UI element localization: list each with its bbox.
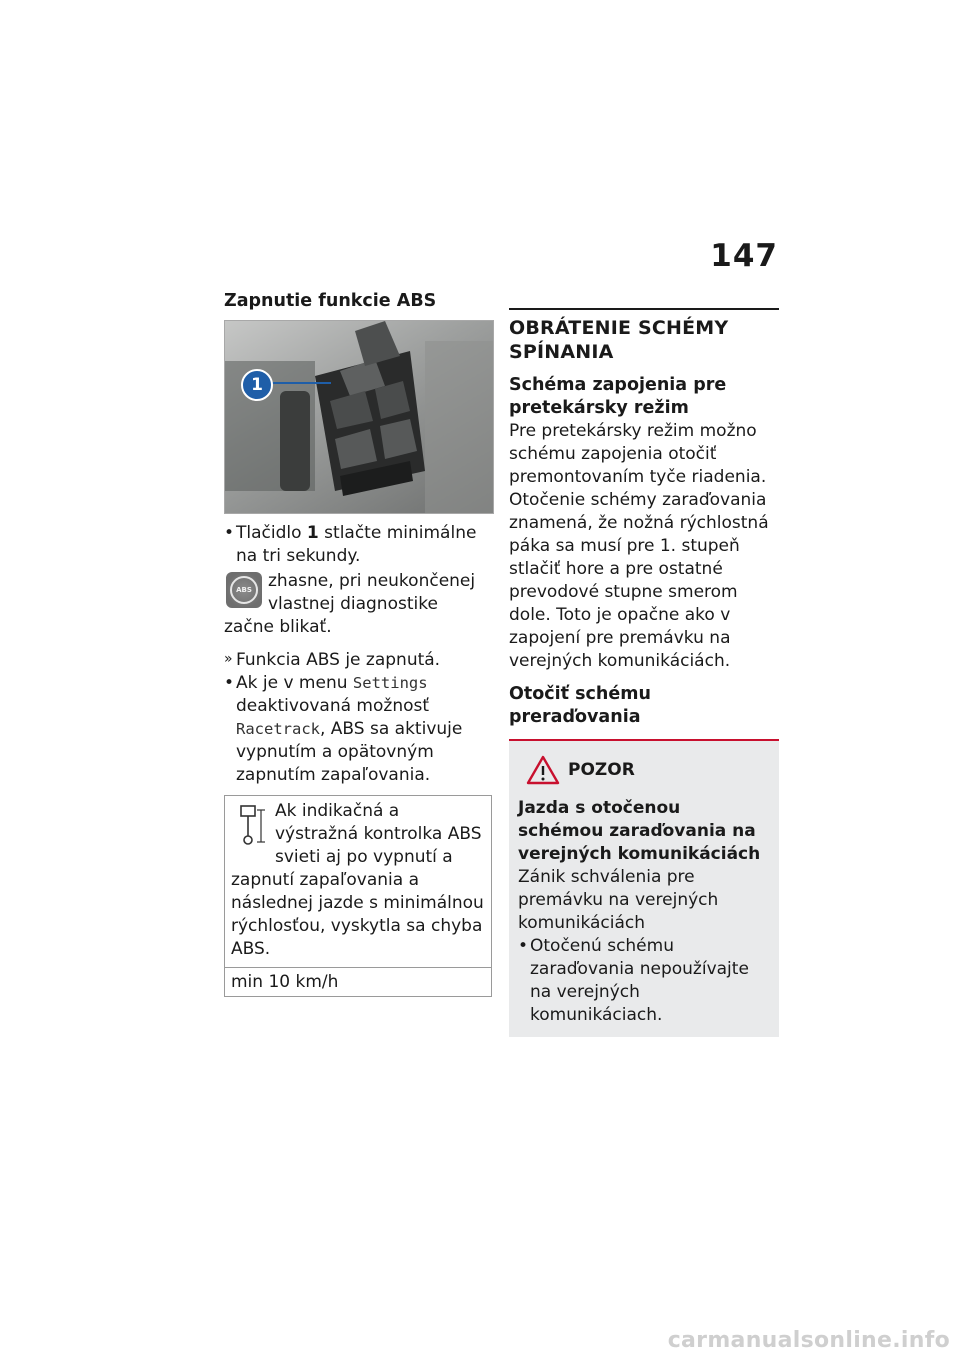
warning-triangle-icon bbox=[526, 755, 560, 785]
warning-bullet: • Otočenú schému zaraďovania nepoužívajte na verejných komunikáciach. bbox=[518, 935, 769, 1027]
watermark: carmanualsonline.info bbox=[667, 1328, 950, 1353]
right-column bbox=[509, 292, 779, 1037]
abs-indicator-note bbox=[224, 570, 492, 639]
diagnostic-tool-icon bbox=[233, 802, 269, 848]
reverse-section-title: OBRÁTENIE SCHÉMY SPÍNANIA bbox=[509, 308, 779, 364]
race-pattern-subtitle: Schéma zapojenia pre pretekársky režim bbox=[509, 374, 727, 418]
abs-warning-light-icon: ABS bbox=[226, 572, 262, 608]
callout-line bbox=[271, 382, 331, 384]
race-pattern-text: Pre pretekársky režim možno schému zapojenia otočiť premontovaním tyče riadenia. Otočenie schémy zaraďovania znamená, že nožná rýchlostná páka sa musí pre 1. stupeň stlačiť hore a pre ostatné prevodové stupne smerom dole. Toto je opačne ako v zapojení pre premávku na verejných komunikáciách. bbox=[509, 420, 769, 671]
warning-label: POZOR bbox=[568, 759, 635, 780]
abs-info-speed: min 10 km/h bbox=[225, 967, 491, 996]
step-settings-note: • Ak je v menu Settings deaktivovaná možnosť Racetrack, ABS sa aktivuje vypnutím a opätovným zapnutím zapaľovania. bbox=[224, 672, 492, 787]
step-press-button: • Tlačidlo 1 stlačte minimálne na tri sekundy. bbox=[224, 522, 492, 568]
callout-marker-1: 1 bbox=[241, 369, 273, 401]
reverse-procedure-subtitle: Otočiť schému preraďovania bbox=[509, 683, 651, 727]
abs-results bbox=[224, 649, 492, 787]
abs-indicator-text: zhasne, pri neukončenej vlastnej diagnostike začne blikať. bbox=[224, 571, 476, 637]
warning-text: Zánik schválenia pre premávku na verejných komunikáciách bbox=[518, 866, 719, 933]
abs-info-box bbox=[224, 795, 492, 997]
warning-box bbox=[509, 741, 779, 1037]
left-column bbox=[224, 290, 492, 997]
warning-heading: Jazda s otočenou schémou zaraďovania na verejných komunikáciách bbox=[518, 797, 761, 864]
abs-section-title: Zapnutie funkcie ABS bbox=[224, 291, 437, 311]
page-number: 147 bbox=[710, 238, 778, 274]
warning-header bbox=[526, 755, 769, 785]
switch-illustration bbox=[225, 321, 493, 513]
abs-info-text: Ak indikačná a výstražná kontrolka ABS svieti aj po vypnutí a zapnutí zapaľovania a následnej jazde s minimálnou rýchlosťou, vyskytla sa chyba ABS. bbox=[231, 801, 484, 959]
result-abs-on: » Funkcia ABS je zapnutá. bbox=[224, 649, 492, 672]
abs-steps bbox=[224, 522, 492, 568]
handlebar-switch-photo bbox=[224, 320, 494, 514]
